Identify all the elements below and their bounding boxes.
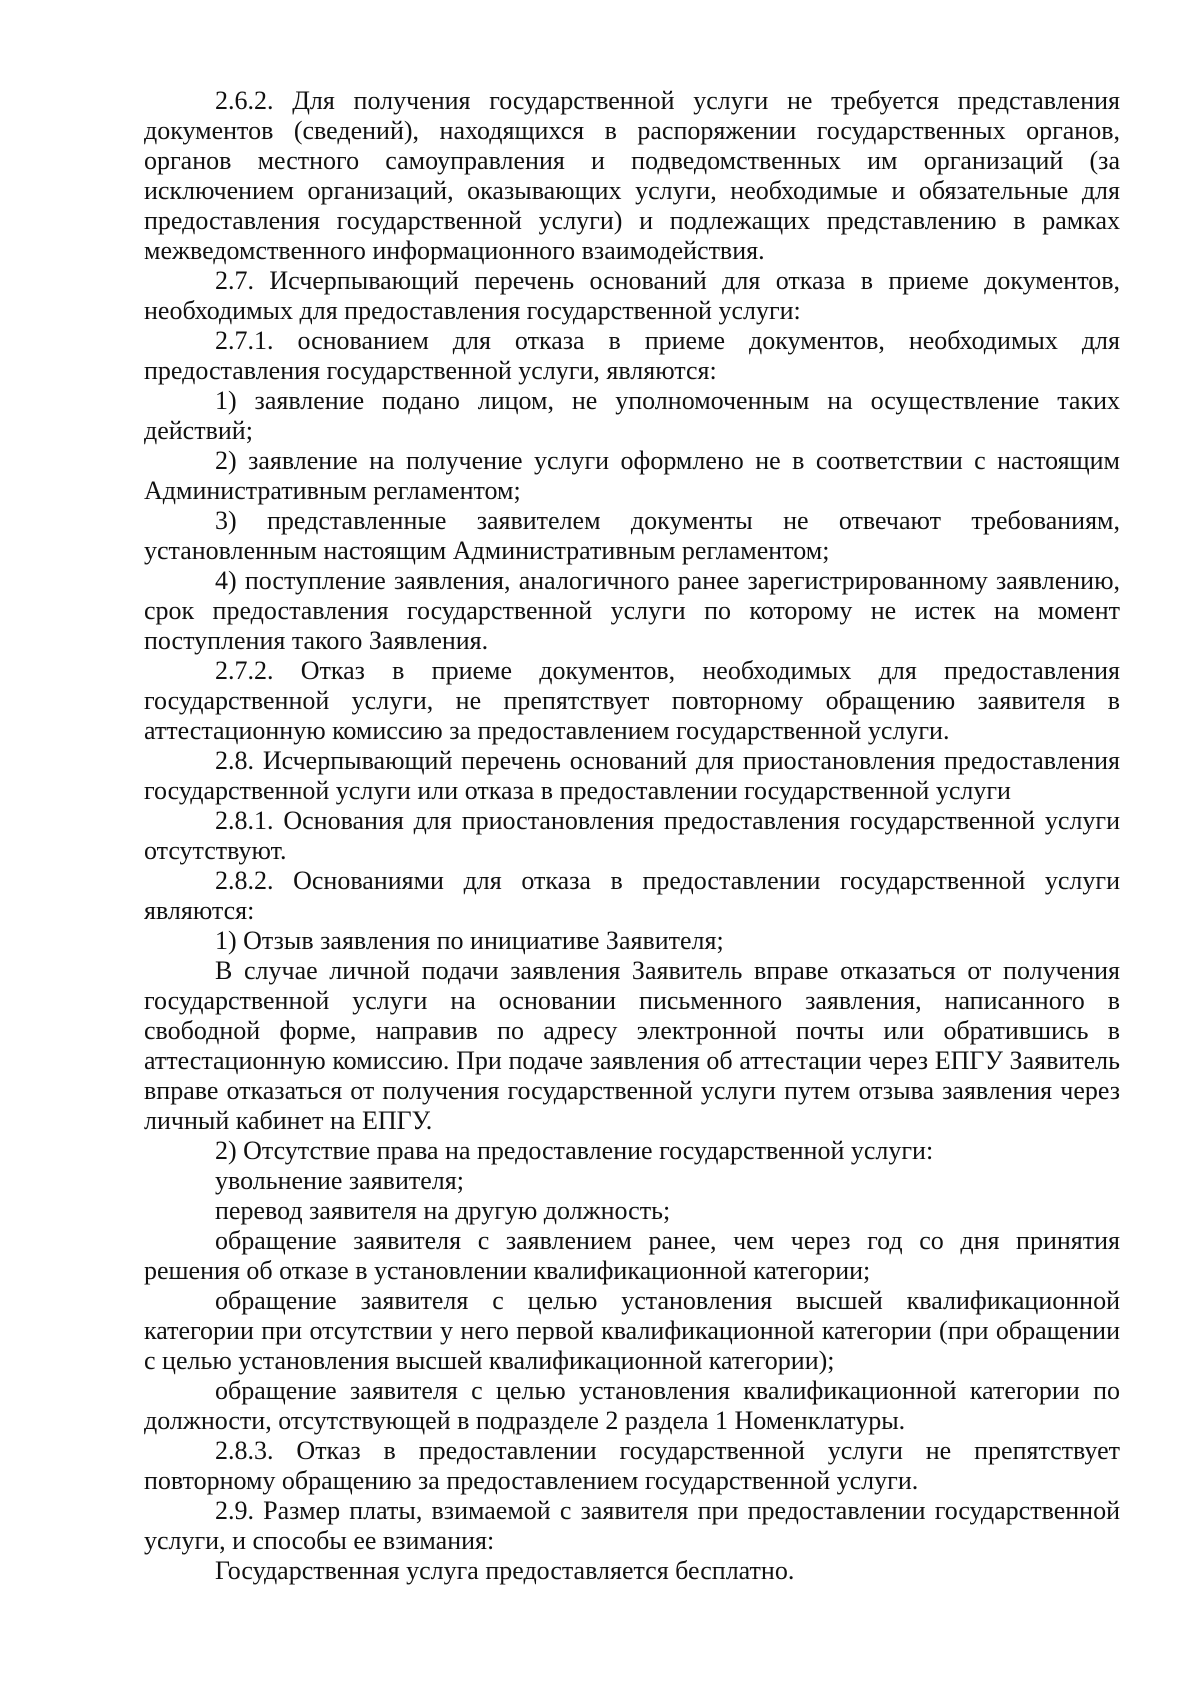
paragraph-2-9: 2.9. Размер платы, взимаемой с заявителя при предоставлении государственной услуги, и способы ее взимания: xyxy=(144,1496,1120,1555)
list-item-2-7-1-2: 2) заявление на получение услуги оформлено не в соответствии с настоящим Административным регламентом; xyxy=(144,446,1120,505)
paragraph-2-8: 2.8. Исчерпывающий перечень оснований для приостановления предоставления государственной услуги или отказа в предоставлении государственной услуги xyxy=(144,746,1120,805)
list-item-2-7-1-4: 4) поступление заявления, аналогичного ранее зарегистрированному заявлению, срок предоставления государственной услуги по которому не истек на момент поступления такого Заявления. xyxy=(144,566,1120,655)
list-item-2-7-1-1: 1) заявление подано лицом, не уполномоченным на осуществление таких действий; xyxy=(144,386,1120,445)
sub-item-position-absent: обращение заявителя с целью установления квалификационной категории по должности, отсутствующей в подразделе 2 раздела 1 Номенклатуры. xyxy=(144,1376,1120,1435)
sub-item-highest-category: обращение заявителя с целью установления высшей квалификационной категории при отсутствии у него первой квалификационной категории (при обращении с целью установления высшей квалификационной категории); xyxy=(144,1286,1120,1375)
paragraph-2-8-1: 2.8.1. Основания для приостановления предоставления государственной услуги отсутствуют. xyxy=(144,806,1120,865)
list-item-2-7-1-3: 3) представленные заявителем документы не отвечают требованиям, установленным настоящим Административным регламентом; xyxy=(144,506,1120,565)
sub-item-transfer: перевод заявителя на другую должность; xyxy=(215,1196,671,1225)
document-body xyxy=(144,86,1120,1586)
sub-item-dismissal: увольнение заявителя; xyxy=(215,1166,464,1195)
paragraph-2-8-3: 2.8.3. Отказ в предоставлении государственной услуги не препятствует повторному обращению за предоставлением государственной услуги. xyxy=(144,1436,1120,1495)
sub-item-early-appeal: обращение заявителя с заявлением ранее, чем через год со дня принятия решения об отказе в установлении квалификационной категории; xyxy=(144,1226,1120,1285)
paragraph-2-7-1: 2.7.1. основанием для отказа в приеме документов, необходимых для предоставления государственной услуги, являются: xyxy=(144,326,1120,385)
list-item-2-8-2-1: 1) Отзыв заявления по инициативе Заявителя; xyxy=(215,926,724,955)
list-item-2-8-2-2: 2) Отсутствие права на предоставление государственной услуги: xyxy=(215,1136,934,1165)
paragraph-withdrawal: В случае личной подачи заявления Заявитель вправе отказаться от получения государственной услуги на основании письменного заявления, написанного в свободной форме, направив по адресу электронной почты или обратившись в аттестационную комиссию. При подаче заявления об аттестации через ЕПГУ Заявитель вправе отказаться от получения государственной услуги путем отзыва заявления через личный кабинет на ЕПГУ. xyxy=(144,956,1120,1135)
paragraph-free-of-charge: Государственная услуга предоставляется бесплатно. xyxy=(215,1556,795,1585)
paragraph-2-7: 2.7. Исчерпывающий перечень оснований для отказа в приеме документов, необходимых для предоставления государственной услуги: xyxy=(144,266,1120,325)
paragraph-2-7-2: 2.7.2. Отказ в приеме документов, необходимых для предоставления государственной услуги, не препятствует повторному обращению заявителя в аттестационную комиссию за предоставлением государственной услуги. xyxy=(144,656,1120,745)
paragraph-2-6-2: 2.6.2. Для получения государственной услуги не требуется представления документов (сведений), находящихся в распоряжении государственных органов, органов местного самоуправления и подведомственных им организаций (за исключением организаций, оказывающих услуги, необходимые и обязательные для предоставления государственной услуги) и подлежащих представлению в рамках межведомственного информационного взаимодействия. xyxy=(144,86,1120,265)
paragraph-2-8-2: 2.8.2. Основаниями для отказа в предоставлении государственной услуги являются: xyxy=(144,866,1120,925)
